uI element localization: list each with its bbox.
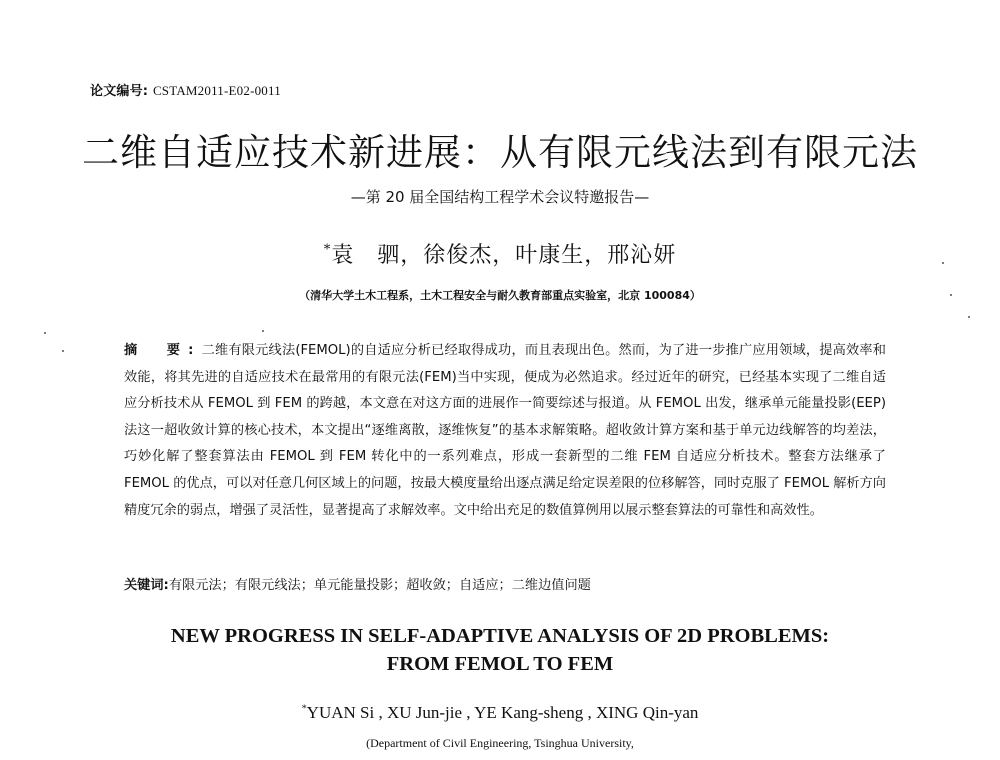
paper-id-value: CSTAM2011-E02-0011: [152, 83, 281, 98]
title-english-line-1: NEW PROGRESS IN SELF-ADAPTIVE ANALYSIS OF 2D PROBLEMS:: [170, 625, 830, 647]
authors-chinese: [0, 238, 1000, 269]
title-chinese: 二维自适应技术新进展：从有限元线法到有限元法: [82, 131, 918, 174]
title-english: [0, 622, 1000, 678]
scan-speck: [942, 262, 944, 264]
scan-speck: [62, 350, 64, 352]
paper-id-line: [90, 80, 281, 99]
keywords-chinese: [124, 574, 886, 593]
paper-id-label: 论文编号:: [90, 84, 149, 99]
abstract-body: 二维有限元线法(FEMOL)的自适应分析已经取得成功，而且表现出色。然而，为了进一步推广应用领域，提高效率和效能，将其先进的自适应技术在最常用的有限元法(FEM)当中实现，便成为必然追求。经过近年的研究，已经基本实现了二维自适应分析技术从 FEMOL 到 FEM 的跨越，本文意在对这方面的进展作一简要综述与报道。从 FEMOL 出发，继承单元能量投影(EEP)法这一超收敛计算的核心技术，本文提出“逐维离散，逐维恢复”的基本求解策略。超收敛计算方案和基于单元边线解答的均差法，巧妙化解了整套算法由 FEMOL 到 FEM 转化中的一系列难点，形成一套新型的二维 FEM 自适应分析技术。整套方法继承了 FEMOL 的优点，可以对任意几何区域上的问题，按最大模度量给出逐点满足给定误差限的位移解答，同时克服了 FEMOL 解析方向精度冗余的弱点，增强了灵活性，显著提高了求解效率。文中给出充足的数值算例用以展示整套算法的可靠性和高效性。: [124, 343, 886, 518]
abstract-chinese: [124, 338, 886, 524]
corresponding-author-mark: *: [323, 242, 332, 258]
authors-english-names: YUAN Si , XU Jun-jie , YE Kang-sheng , XING Qin-yan: [306, 703, 699, 722]
authors-english: [0, 703, 1000, 723]
authors-chinese-names: 袁 驷，徐俊杰，叶康生，邢沁妍: [331, 243, 677, 268]
keywords-body: 有限元法；有限元线法；单元能量投影；超收敛；自适应；二维边值问题: [168, 578, 591, 593]
scan-speck: [950, 294, 952, 296]
subtitle-chinese: —第 20 届全国结构工程学术会议特邀报告—: [350, 188, 650, 206]
scan-speck: [262, 330, 264, 332]
affiliation-english: (Department of Civil Engineering, Tsinghua University,: [366, 736, 634, 750]
title-english-line-2: FROM FEMOL TO FEM: [386, 653, 614, 675]
scan-speck: [44, 332, 46, 334]
scan-speck: [968, 316, 970, 318]
corresponding-author-mark-english: *: [301, 703, 307, 715]
keywords-label: 关键词:: [124, 578, 169, 593]
abstract-label: 摘 要:: [124, 343, 202, 358]
affiliation-chinese: （清华大学土木工程系，土木工程安全与耐久教育部重点实验室，北京 100084）: [299, 289, 701, 302]
